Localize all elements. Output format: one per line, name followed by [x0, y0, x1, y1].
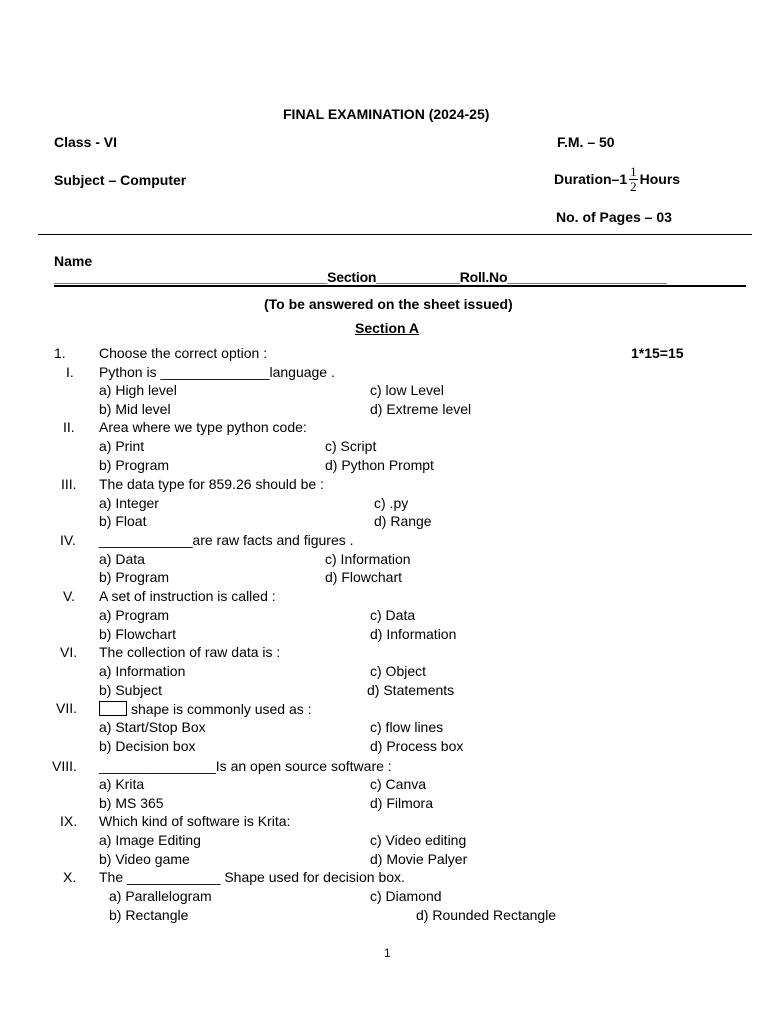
full-marks: F.M. – 50	[557, 134, 615, 150]
fraction-denominator: 2	[630, 178, 637, 194]
item-question: ____________are raw facts and figures .	[99, 532, 354, 548]
option-a: a) Data	[99, 551, 145, 567]
option-c: c) Diamond	[370, 888, 442, 904]
option-b: b) Program	[99, 569, 170, 585]
option-b: b) Subject	[99, 682, 163, 698]
header-divider	[38, 234, 752, 235]
option-a: a) High level	[99, 382, 177, 398]
option-d: d) Flowchart	[325, 569, 403, 585]
option-a: a) Parallelogram	[109, 888, 212, 904]
item-number: VII.	[56, 700, 78, 716]
item-question: The ____________ Shape used for decision box.	[99, 869, 405, 885]
name-blank-section: ____________________________________Section	[54, 269, 377, 285]
class-label: Class - VI	[54, 134, 118, 150]
option-a: a) Information	[99, 663, 186, 679]
item-number: II.	[63, 419, 75, 435]
option-d: d) Statements	[367, 682, 455, 698]
option-c: c) flow lines	[370, 719, 444, 735]
item-question: Area where we type python code:	[99, 419, 307, 435]
option-a: a) Program	[99, 607, 170, 623]
fraction-numerator: 1	[630, 163, 637, 179]
option-a: a) Krita	[99, 776, 145, 792]
rectangle-shape-icon	[99, 701, 127, 716]
duration	[554, 162, 680, 196]
option-a: a) Integer	[99, 495, 159, 511]
option-a: a) Print	[99, 438, 145, 454]
option-c: c) Script	[325, 438, 377, 454]
item-number: X.	[63, 869, 77, 885]
instruction: (To be answered on the sheet issued)	[264, 296, 513, 312]
duration-prefix: Duration–1	[554, 171, 628, 187]
item-number: V.	[63, 588, 75, 604]
roll-label: ___________Roll.No	[376, 269, 508, 285]
duration-suffix: Hours	[639, 171, 681, 187]
duration-fraction	[629, 165, 638, 193]
name-label: Name	[54, 253, 93, 269]
option-c: c) Data	[370, 607, 416, 623]
option-a: a) Start/Stop Box	[99, 719, 206, 735]
student-info-line	[54, 270, 667, 284]
option-b: b) Program	[99, 457, 170, 473]
option-d: d) Python Prompt	[325, 457, 434, 473]
subject-label: Subject – Computer	[54, 172, 187, 188]
option-d: d) Movie Palyer	[370, 851, 468, 867]
student-line-underline	[54, 285, 746, 287]
question-text: Choose the correct option :	[99, 345, 268, 361]
section-title: Section A	[355, 320, 420, 336]
option-d: d) Process box	[370, 738, 464, 754]
option-b: b) Rectangle	[109, 907, 189, 923]
item-question: A set of instruction is called :	[99, 588, 276, 604]
item-number: I.	[66, 364, 74, 380]
option-c: c) Information	[325, 551, 411, 567]
question-number: 1.	[54, 345, 66, 361]
option-c: c) low Level	[370, 382, 444, 398]
option-d: d) Filmora	[370, 795, 434, 811]
option-d: d) Rounded Rectangle	[416, 907, 557, 923]
option-b: b) MS 365	[99, 795, 164, 811]
option-d: d) Extreme level	[370, 401, 472, 417]
item-question: Which kind of software is Krita:	[99, 813, 291, 829]
option-c: c) .py	[374, 495, 409, 511]
item-number: IX.	[60, 813, 78, 829]
option-d: d) Information	[370, 626, 457, 642]
option-b: b) Mid level	[99, 401, 171, 417]
option-c: c) Video editing	[370, 832, 467, 848]
exam-title: FINAL EXAMINATION (2024-25)	[283, 106, 490, 122]
item-number: IV.	[60, 532, 76, 548]
item-number: VI.	[60, 644, 78, 660]
option-b: b) Video game	[99, 851, 190, 867]
roll-blank: _____________________	[507, 269, 667, 285]
page-number: 1	[384, 946, 391, 960]
item-question-row	[99, 701, 312, 716]
option-c: c) Object	[370, 663, 427, 679]
page-count: No. of Pages – 03	[556, 209, 672, 225]
option-b: b) Float	[99, 513, 147, 529]
option-a: a) Image Editing	[99, 832, 201, 848]
option-b: b) Flowchart	[99, 626, 177, 642]
question-marks: 1*15=15	[631, 345, 684, 361]
item-number: VIII.	[52, 758, 77, 774]
option-d: d) Range	[374, 513, 432, 529]
item-number: III.	[61, 476, 77, 492]
item-question: _______________Is an open source software :	[99, 758, 392, 774]
item-question: shape is commonly used as :	[131, 701, 312, 717]
option-c: c) Canva	[370, 776, 427, 792]
item-question: The data type for 859.26 should be :	[99, 476, 324, 492]
item-question: The collection of raw data is :	[99, 644, 281, 660]
item-question: Python is ______________language .	[99, 364, 335, 380]
option-b: b) Decision box	[99, 738, 196, 754]
